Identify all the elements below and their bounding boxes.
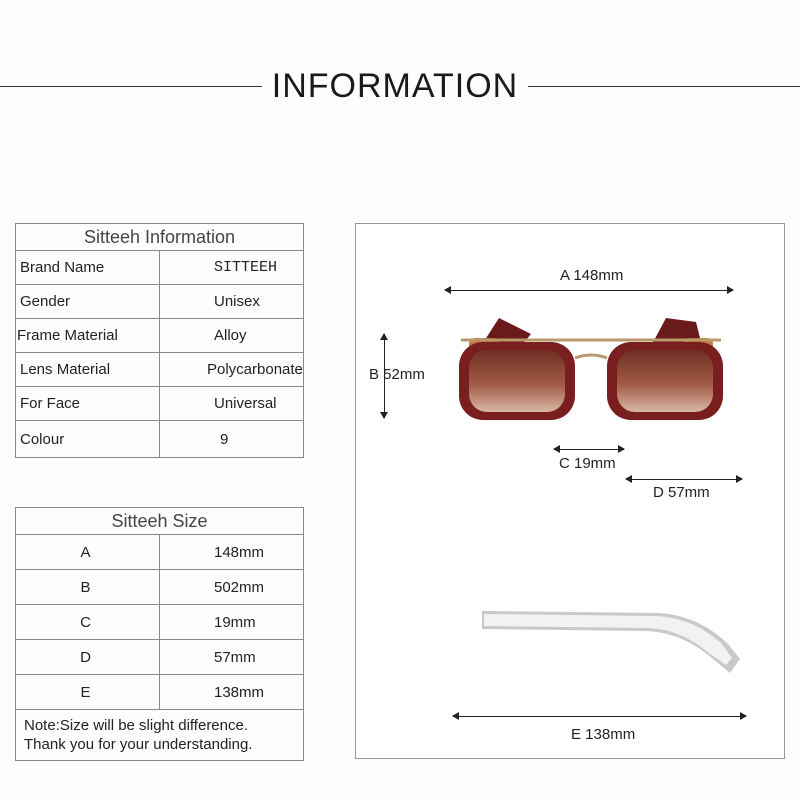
dim-d-label: D 57mm: [653, 484, 710, 501]
size-table: [15, 507, 304, 761]
frame-material-label: Frame Material: [16, 319, 160, 353]
table-row: [16, 570, 304, 605]
size-table-caption: Sitteeh Size: [16, 508, 304, 535]
product-photo-panel: [355, 223, 785, 759]
dim-c-arrow: [554, 449, 624, 450]
size-note: [16, 710, 304, 761]
table-row: [16, 353, 304, 387]
gender-label: Gender: [16, 285, 160, 319]
size-d-value: 57mm: [160, 640, 304, 675]
header-line-right: [528, 86, 800, 87]
size-note-line-1: Note:Size will be slight difference.: [24, 717, 249, 734]
dim-a-arrow: [445, 290, 733, 291]
frame-material-value: Alloy: [160, 319, 304, 353]
lens-material-label: Lens Material: [16, 353, 160, 387]
size-d-label: D: [16, 640, 160, 675]
gender-value: Unisex: [160, 285, 304, 319]
table-row: [16, 319, 304, 353]
bridge: [575, 355, 607, 358]
lens-material-value: Polycarbonate: [160, 353, 304, 387]
table-row: [16, 675, 304, 710]
right-lens: [617, 350, 713, 412]
size-note-line-2: Thank you for your understanding.: [24, 736, 253, 753]
size-e-value: 138mm: [160, 675, 304, 710]
size-e-label: E: [16, 675, 160, 710]
for-face-value: Universal: [160, 387, 304, 421]
dim-d-arrow: [626, 479, 742, 480]
sunglasses-front-image: [441, 306, 741, 426]
size-a-value: 148mm: [160, 535, 304, 570]
dim-e-label: E 138mm: [571, 726, 636, 743]
page-title: INFORMATION: [271, 67, 519, 105]
table-row: [16, 251, 304, 285]
for-face-label: For Face: [16, 387, 160, 421]
dim-b-label: B 52mm: [369, 366, 425, 383]
information-table-caption: Sitteeh Information: [16, 224, 304, 251]
colour-value: 9: [160, 421, 304, 458]
table-row: [16, 535, 304, 570]
size-a-label: A: [16, 535, 160, 570]
brand-name-label: Brand Name: [16, 251, 160, 285]
dim-a-label: A 148mm: [560, 267, 624, 284]
colour-label: Colour: [16, 421, 160, 458]
size-b-value: 502mm: [160, 570, 304, 605]
size-b-label: B: [16, 570, 160, 605]
header-line-left: [0, 86, 262, 87]
table-row: [16, 640, 304, 675]
dim-c-label: C 19mm: [559, 455, 616, 472]
table-row: [16, 285, 304, 319]
table-row: [16, 605, 304, 640]
information-table: [15, 223, 304, 458]
size-c-value: 19mm: [160, 605, 304, 640]
table-row: [16, 387, 304, 421]
left-lens: [469, 350, 565, 412]
table-row: [16, 421, 304, 458]
temple-arm-image: [478, 599, 758, 689]
brand-name-value: SITTEEH: [160, 251, 304, 285]
dim-e-arrow: [453, 716, 746, 717]
size-c-label: C: [16, 605, 160, 640]
